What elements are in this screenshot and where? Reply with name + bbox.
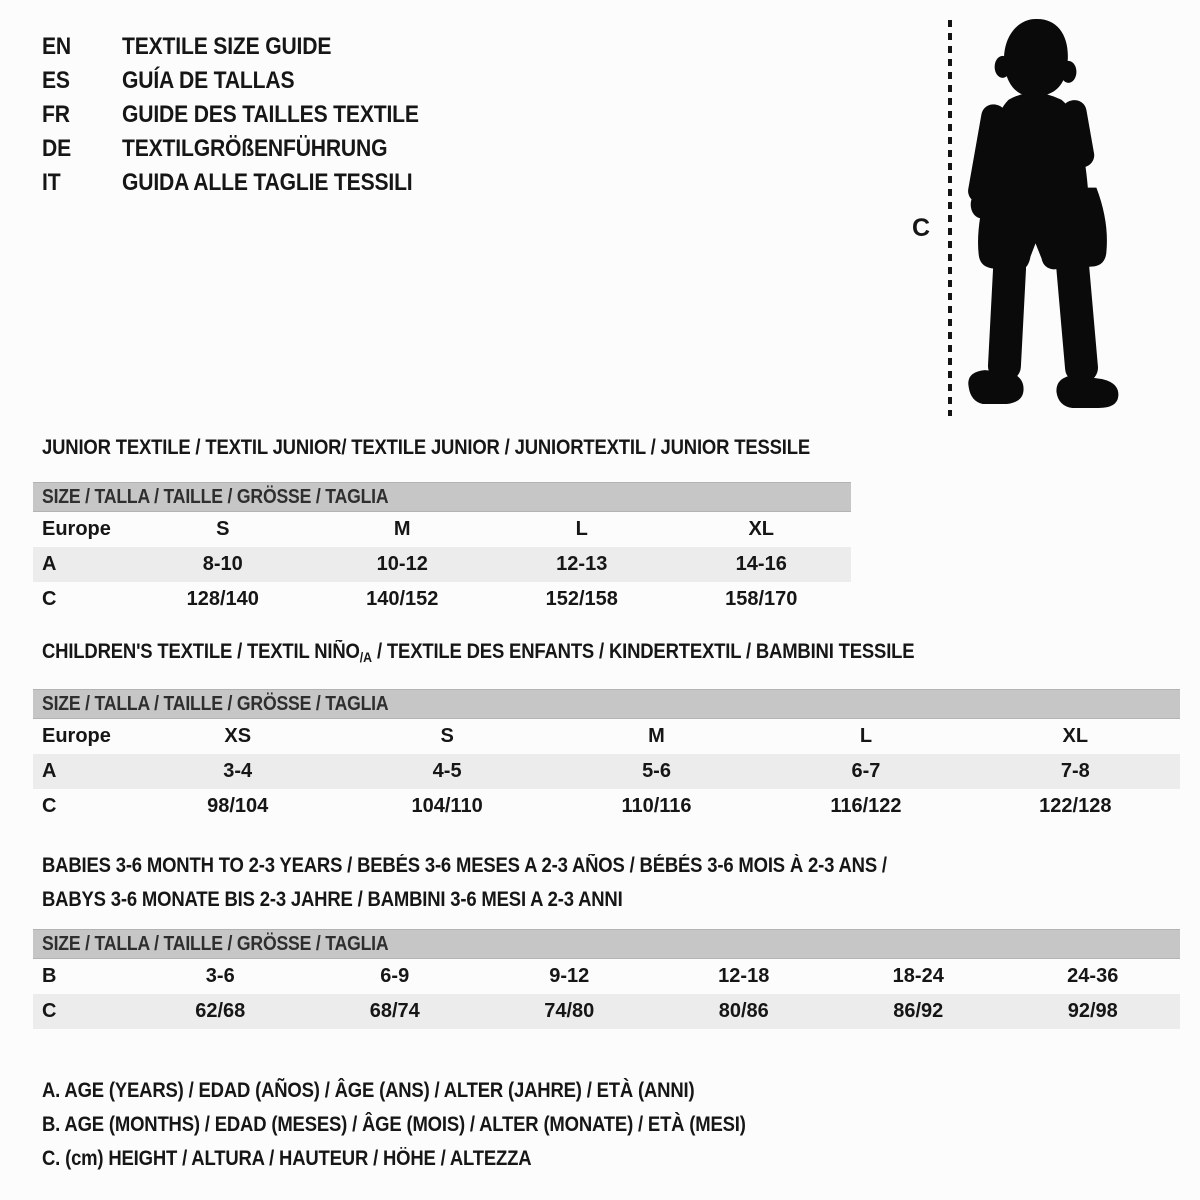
size-cell: 128/140 [186,588,259,610]
babies-title-line2: BABYS 3-6 MONATE BIS 2-3 JAHRE / BAMBINI 3-6 MESI A 2-3 ANNI [42,888,623,911]
table-row-europe [33,512,851,547]
size-cell: 9-12 [549,965,590,987]
junior-section-title-text: JUNIOR TEXTILE / TEXTIL JUNIOR/ TEXTILE JUNIOR / JUNIORTEXTIL / JUNIOR TESSILE [42,436,811,459]
size-cell: M [648,725,665,747]
height-measure-label-c: C [912,214,931,242]
size-cell: 122/128 [1039,795,1112,817]
size-header-label: SIZE / TALLA / TAILLE / GRÖSSE / TAGLIA [42,485,389,508]
table-row-c [33,994,1180,1029]
size-cell: XS [224,725,252,747]
size-cell: 10-12 [376,553,428,575]
language-row-fr [42,98,459,132]
children-section-title [42,640,1033,669]
table-row-b [33,959,1180,994]
legend [42,1074,842,1176]
language-code: DE [42,135,71,162]
table-row-a [33,754,1180,789]
language-label: TEXTILGRÖßENFÜHRUNG [122,135,388,162]
row-label: C [42,588,57,610]
size-cell: 12-18 [718,965,770,987]
size-cell: 4-5 [432,760,462,782]
size-cell: M [393,518,411,540]
row-label: C [42,1000,57,1022]
size-cell: 62/68 [195,1000,246,1022]
language-label: TEXTILE SIZE GUIDE [122,33,332,60]
size-cell: XL [1062,725,1089,747]
size-header-bar [33,689,1180,719]
language-code: ES [42,67,70,94]
size-cell: 24-36 [1067,965,1119,987]
babies-size-table [33,929,1180,1029]
size-cell: 92/98 [1067,1000,1118,1022]
table-row-c [33,789,1180,824]
size-cell: 7-8 [1060,760,1090,782]
row-label: A [42,553,57,575]
size-cell: L [575,518,588,540]
size-cell: XL [748,518,775,540]
row-label: Europe [42,725,111,747]
size-cell: 98/104 [207,795,269,817]
babies-title-line1: BABIES 3-6 MONTH TO 2-3 YEARS / BEBÉS 3-6 MESES A 2-3 AÑOS / BÉBÉS 3-6 MOIS À 2-3 ANS / [42,854,887,877]
row-label: A [42,760,57,782]
language-code: IT [42,169,61,196]
legend-text-c: C. (cm) HEIGHT / ALTURA / HAUTEUR / HÖHE / ALTEZZA [42,1147,532,1170]
size-header-label: SIZE / TALLA / TAILLE / GRÖSSE / TAGLIA [42,932,389,955]
language-code: FR [42,101,70,128]
language-label: GUIDE DES TAILLES TEXTILE [122,101,419,128]
row-label: B [42,965,57,987]
language-label: GUÍA DE TALLAS [122,67,295,94]
size-cell: S [440,725,454,747]
language-row-en [42,30,459,64]
size-cell: 140/152 [366,588,439,610]
language-list [42,30,459,200]
size-cell: 3-4 [223,760,253,782]
size-header-bar [33,482,851,512]
language-code: EN [42,33,71,60]
junior-size-table [33,482,851,617]
size-cell: 14-16 [735,553,787,575]
toddler-silhouette-icon [958,16,1138,420]
size-cell: 12-13 [556,553,608,575]
children-size-table [33,689,1180,824]
language-row-es [42,64,459,98]
size-cell: 74/80 [544,1000,595,1022]
size-cell: 68/74 [369,1000,420,1022]
children-section-title-text [42,640,914,669]
children-title-part1: CHILDREN'S TEXTILE / TEXTIL NIÑO [42,640,360,663]
size-cell: 5-6 [642,760,671,782]
size-cell: 104/110 [411,795,483,817]
size-cell: 18-24 [892,965,944,987]
size-cell: L [859,725,873,747]
junior-section-title [42,436,915,460]
size-cell: 86/92 [893,1000,944,1022]
legend-line-c [42,1142,842,1176]
legend-text-a: A. AGE (YEARS) / EDAD (AÑOS) / ÂGE (ANS) / ALTER (JAHRE) / ETÀ (ANNI) [42,1079,695,1102]
table-row-a [33,547,851,582]
size-cell: 110/116 [621,795,692,817]
table-row-c [33,582,851,617]
table-row-europe [33,719,1180,754]
size-cell: 158/170 [725,588,798,610]
row-label: Europe [42,518,111,540]
size-cell: 116/122 [830,795,902,817]
row-label: C [42,795,57,817]
babies-section-title [42,849,1002,917]
legend-line-a [42,1074,842,1108]
size-cell: 3-6 [205,965,235,987]
size-header-bar [33,929,1180,959]
language-row-it [42,166,459,200]
height-measure-dashed-line [948,20,952,416]
children-title-subscript: /A [359,649,373,665]
size-cell: 6-9 [380,965,410,987]
legend-text-b: B. AGE (MONTHS) / EDAD (MESES) / ÂGE (MOIS) / ALTER (MONATE) / ETÀ (MESI) [42,1113,746,1136]
size-cell: S [216,518,230,540]
size-header-label: SIZE / TALLA / TAILLE / GRÖSSE / TAGLIA [42,692,389,715]
size-cell: 6-7 [851,760,881,782]
legend-line-b [42,1108,842,1142]
language-row-de [42,132,459,166]
size-cell: 8-10 [202,553,243,575]
language-label: GUIDA ALLE TAGLIE TESSILI [122,169,413,196]
children-title-part2: / TEXTILE DES ENFANTS / KINDERTEXTIL / BAMBINI TESSILE [372,640,915,663]
size-cell: 152/158 [545,588,618,610]
size-cell: 80/86 [718,1000,769,1022]
